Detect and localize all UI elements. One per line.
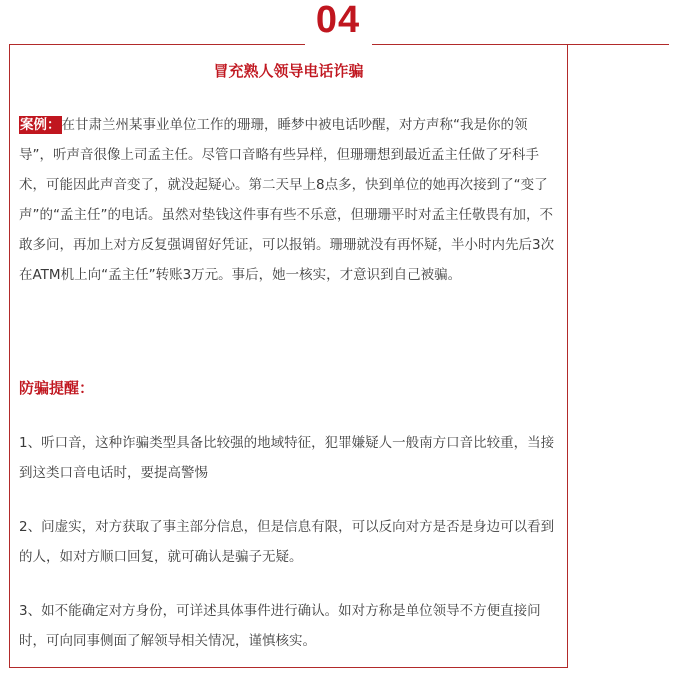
case-label: 案例：	[20, 117, 61, 133]
tip-item-3: 3、如不能确定对方身份，可详述具体事件进行确认。如对方称是单位领导不方便直接问时，可向同事侧面了解领导相关情况，谨慎核实。	[19, 603, 541, 649]
tips-heading: 防骗提醒：	[19, 379, 95, 397]
case-paragraph	[19, 110, 559, 290]
tip-item-1: 1、听口音，这种诈骗类型具备比较强的地域特征，犯罪嫌疑人一般南方口音比较重，当接到这类口音电话时，要提高警惕	[19, 435, 555, 481]
case-text: 在甘肃兰州某事业单位工作的珊珊，睡梦中被电话吵醒，对方声称“我是你的领导”，听声音很像上司孟主任。尽管口音略有些异样，但珊珊想到最近孟主任做了牙科手术，可能因此声音变了，就没起疑心。第二天早上8点多，快到单位的她再次接到了“变了声”的“孟主任”的电话。虽然对垫钱这件事有些不乐意，但珊珊平时对孟主任敬畏有加，不敢多问，再加上对方反复强调留好凭证，可以报销。珊珊就没有再怀疑，半小时内先后3次在ATM机上向“孟主任”转账3万元。事后，她一核实，才意识到自己被骗。	[19, 117, 555, 283]
article-title: 冒充熟人领导电话诈骗	[213, 62, 364, 80]
tip-item-2: 2、问虚实，对方获取了事主部分信息，但是信息有限，可以反向对方是否是身边可以看到的人，如对方顺口回复，就可确认是骗子无疑。	[19, 519, 555, 565]
section-number: 04	[315, 0, 361, 41]
